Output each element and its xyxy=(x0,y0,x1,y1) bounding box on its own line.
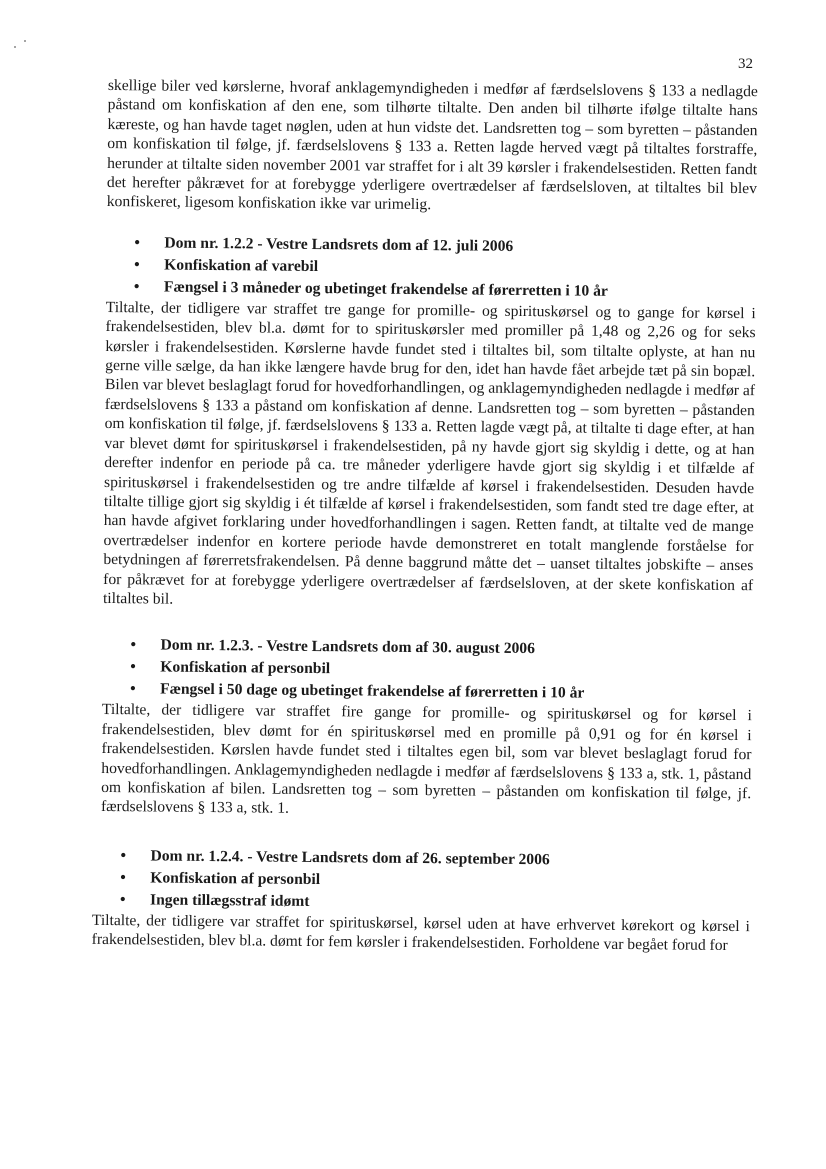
case-heading: • Dom nr. 1.2.4. - Vestre Landsrets dom af 26. september 2006 xyxy=(92,845,750,873)
case-confiscation-type: • Konfiskation af personbil xyxy=(92,867,750,895)
case-paragraph: Tiltalte, der tidligere var straffet tre gange for promille- og spirituskørsel og to gange for kørsel i frakendelsestiden, blev bl.a. dømt for to spirituskørsler med promiller på 1,48 og 2,26 og for seks kørsler i frakendelsestiden. Kørslerne havde fundet sted i tiltaltes bil, som tiltalte oplyste, at han nu gerne ville sælge, da han ikke længere havde brug for den, idet han havde fået arbejde tæt på sin bopæl. Bilen var blevet beslaglagt forud for hovedforhandlingen, og anklagemyndigheden nedlagde i medfør af færdselslovens § 133 a påstand om konfiskation af denne. Landsretten tog – som byretten – påstanden om konfiskation til følge, jf. færdselslovens § 133 a. Retten lagde vægt på, at tiltalte ti dage efter, at han var blevet dømt for spirituskørsel i frakendelsestiden, på ny havde gjort sig skyldig i dette, og at han derefter indenfor en periode på ca. tre måneder yderligere havde gjort sig skyldig i et tilfælde af spirituskørsel i frakendelsestiden og tre andre tilfælde af kørsel i frakendelsestiden. Desuden havde tiltalte tillige gjort sig skyldig i ét tilfælde af kørsel i frakendelsestiden, som fandt sted tre dage efter, at han havde afgivet forklaring under hovedforhandlingen i sagen. Retten fandt, at tiltalte ved de mange overtrædelser indenfor en kortere periode havde demonstreret en totalt manglende forståelse for betydningen af førerretsfrakendelsen. På denne baggrund måtte det – uanset tiltaltes jobskifte – anses for påkrævet for at forebygge yderligere overtrædelser af færdselsloven, at der skete konfiskation af tiltaltes bil. xyxy=(102,298,756,608)
case-confiscation-type: • Konfiskation af personbil xyxy=(102,656,752,684)
case-section xyxy=(101,634,753,823)
case-confiscation-type: • Konfiskation af varebil xyxy=(106,254,756,282)
case-section xyxy=(92,845,751,956)
case-bullet-list xyxy=(92,845,751,917)
case-sentence: • Ingen tillægsstraf idømt xyxy=(92,889,750,917)
document-body xyxy=(91,76,758,956)
case-paragraph: Tiltalte, der tidligere var straffet fire gange for promille- og spirituskørsel og for kørsel i frakendelsestiden, blev dømt for én spirituskørsel med en promille på 0,91 og for én kørsel i frakendelsestiden. Kørslen havde fundet sted i tiltaltes egen bil, som var blevet beslaglagt forud for hovedforhandlingen. Anklagemyndigheden nedlagde i medfør af færdselslovens § 133 a, stk. 1, påstand om konfiskation af bilen. Landsretten tog – som byretten – påstanden om konfiskation til følge, jf. færdselslovens § 133 a, stk. 1. xyxy=(100,701,752,818)
case-sentence: • Fængsel i 50 dage og ubetinget frakendelse af førerretten i 10 år xyxy=(102,678,752,706)
case-bullet-list xyxy=(106,232,757,304)
case-paragraph: Tiltalte, der tidligere var straffet for spirituskørsel, kørsel uden at have erhvervet kørekort og kørsel i frakendelsestiden, blev bl.a. dømt for fem kørsler i frakendelsestiden. Forholdene var begået forud for xyxy=(91,911,750,955)
scan-speck xyxy=(24,40,26,42)
case-heading: • Dom nr. 1.2.3. - Vestre Landsrets dom af 30. august 2006 xyxy=(102,634,752,662)
case-sentence: • Fængsel i 3 måneder og ubetinget frakendelse af førerretten i 10 år xyxy=(106,276,756,304)
case-heading: • Dom nr. 1.2.2 - Vestre Landsrets dom af 12. juli 2006 xyxy=(106,232,756,260)
case-bullet-list xyxy=(102,634,753,706)
scan-speck xyxy=(14,46,16,48)
case-section xyxy=(103,232,757,615)
page-number: 32 xyxy=(738,56,753,72)
intro-paragraph: skellige biler ved kørslerne, hvoraf anklagemyndigheden i medfør af færdselslovens § 133 a nedlagde påstand om konfiskation af den ene, som tilhørte tiltalte. Den anden bil tilhørte ifølge tiltalte hans kæreste, og han havde taget nøglen, uden at hun vidste det. Landsretten tog – som byretten – påstanden om konfiskation til følge, jf. færdselslovens § 133 a. Retten lagde herved vægt på tiltaltes forstraffe, herunder at tiltalte siden november 2001 var straffet for i alt 39 kørsler i frakendelsestiden. Retten fandt det herefter påkrævet for at forebygge yderligere overtrædelser af færdselsloven, at tiltaltes bil blev konfiskeret, ligesom konfiskation ikke var urimelig. xyxy=(106,76,758,214)
